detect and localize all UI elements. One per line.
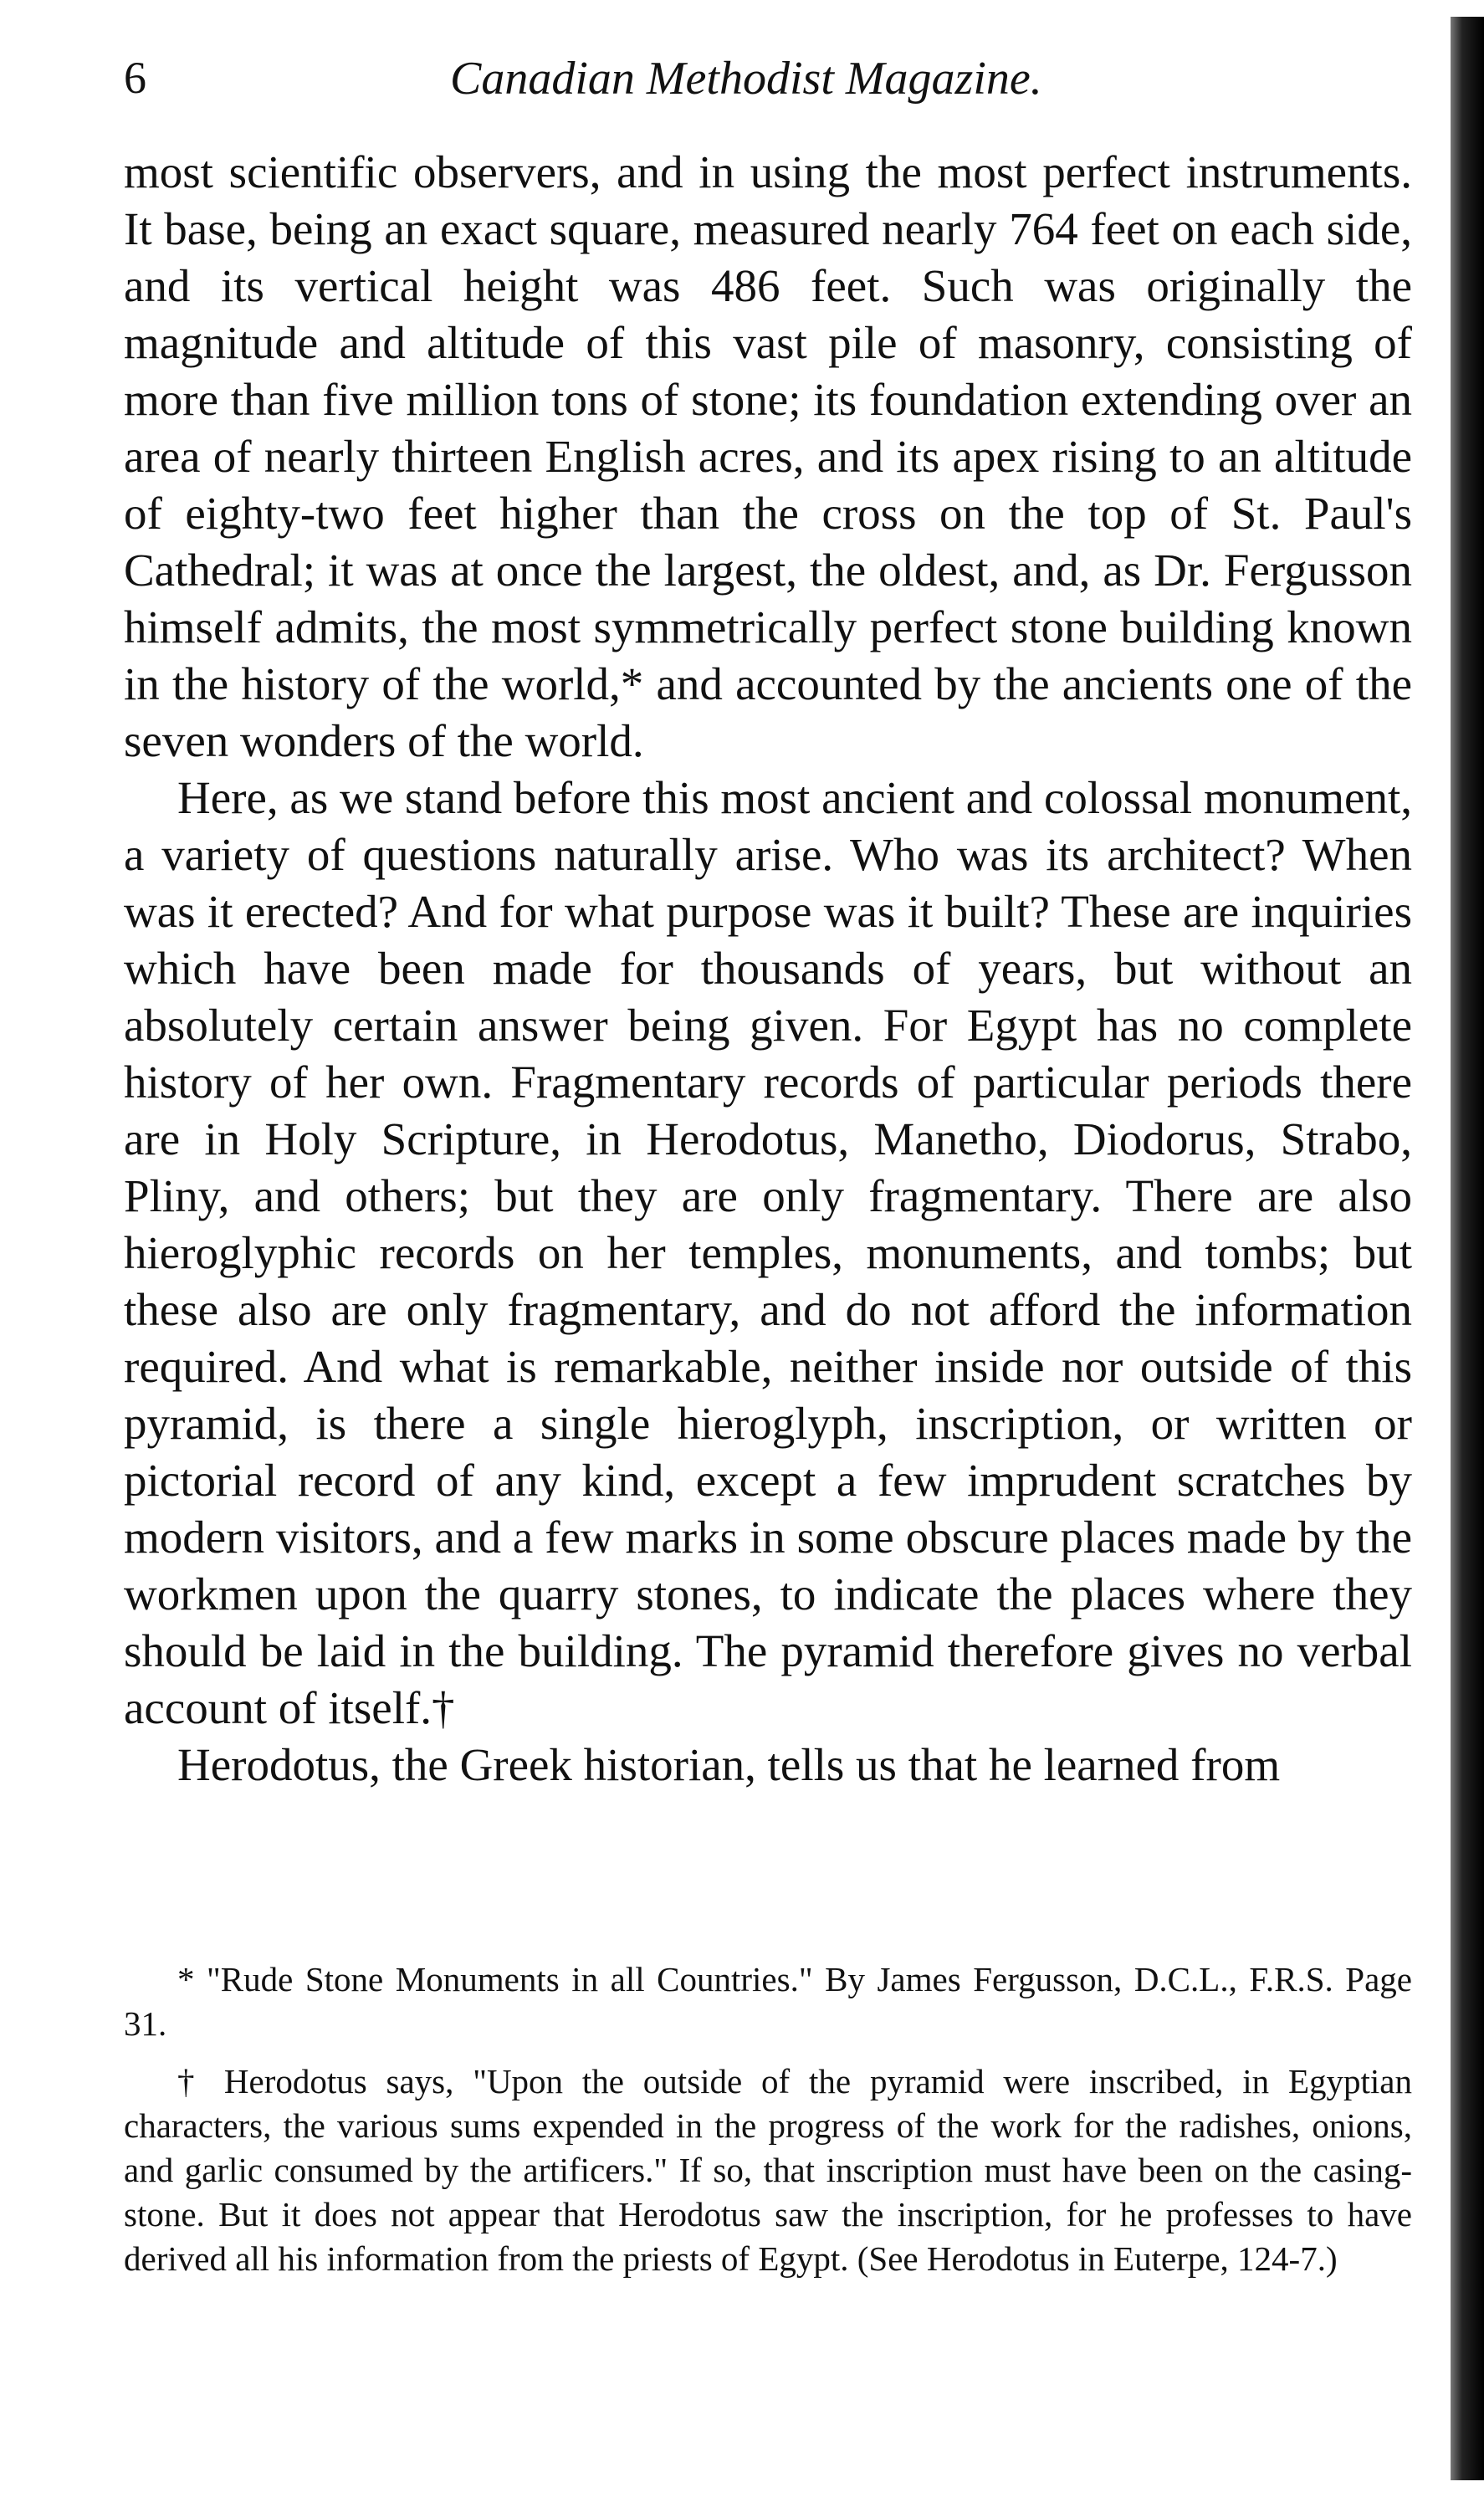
page-binding-edge [1451, 17, 1484, 2480]
page-number: 6 [124, 53, 146, 103]
footnote: * "Rude Stone Monuments in all Countries." By James Fergusson, D.C.L., F.R.S. Page 31. [124, 1960, 1412, 2043]
footnote: † Herodotus says, "Upon the outside of the pyramid were inscribed, in Egyptian characters, the various sums expended in the progress of the work for the radishes, onions, and garlic consumed by the artificers." If so, that inscription must have been on the casing-stone. But it does not appear that Herodotus saw the inscription, for he professes to have derived all his information from the priests of Egypt. (See Herodotus in Euterpe, 124-7.) [124, 2062, 1412, 2278]
paragraph: Here, as we stand before this most ancient and colossal monument, a variety of questions naturally arise. Who was its architect? When was it erected? And for what purpose was it built? These are inquiries which have been made for thousands of years, but without an absolutely certain answer being given. For Egypt has no complete history of her own. Fragmentary records of particular periods there are in Holy Scripture, in Herodotus, Manetho, Diodorus, Strabo, Pliny, and others; but they are only fragmentary. There are also hieroglyphic records on her temples, monuments, and tombs; but these also are only fragmentary, and do not afford the information required. And what is remarkable, neither inside nor outside of this pyramid, is there a single hieroglyph, inscription, or written or pictorial record of any kind, except a few imprudent scratches by modern visitors, and a few marks in some obscure places made by the workmen upon the quarry stones, to indicate the places where they should be laid in the building. The pyramid therefore gives no verbal account of itself.† [124, 772, 1412, 1733]
paragraph-continued: most scientific observers, and in using the most perfect instruments. It base, being an exact square, measured nearly 764 feet on each side, and its vertical height was 486 feet. Such was originally the magnitude and altitude of this vast pile of masonry, consisting of more than five million tons of stone; its foundation extending over an area of nearly thirteen English acres, and its apex rising to an altitude of eighty-two feet higher than the cross on the top of St. Paul's Cathedral; it was at once the largest, the oldest, and, as Dr. Fergusson himself admits, the most symmetrically perfect stone building known in the history of the world,* and accounted by the ancients one of the seven wonders of the world. [124, 146, 1412, 766]
main-text [124, 144, 1412, 1793]
page-header [124, 52, 1429, 110]
running-title: Canadian Methodist Magazine. [450, 53, 1042, 105]
footnotes [124, 1957, 1412, 2295]
paragraph: Herodotus, the Greek historian, tells us that he learned from [177, 1739, 1281, 1790]
